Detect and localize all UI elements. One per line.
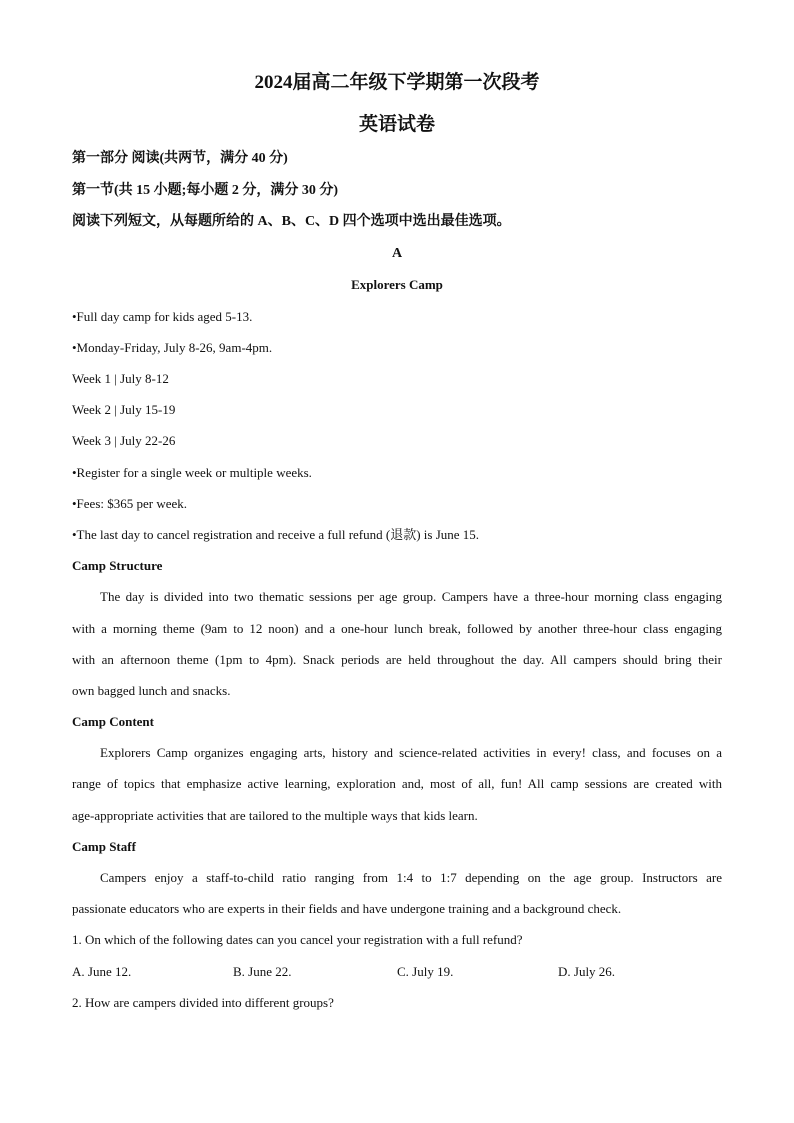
- camp-content-heading: Camp Content: [72, 714, 154, 729]
- question-2-text: 2. How are campers divided into different groups?: [72, 995, 334, 1010]
- question-1-option-c[interactable]: C. July 19.: [397, 964, 454, 979]
- question-1-text: 1. On which of the following dates can you cancel your registration with a full refund?: [72, 932, 523, 947]
- info-line: •Full day camp for kids aged 5-13.: [72, 309, 253, 324]
- question-1-option-d[interactable]: D. July 26.: [558, 964, 616, 979]
- passage-letter: A: [391, 246, 403, 261]
- info-line: Week 2 | July 15-19: [72, 402, 176, 417]
- info-line: •Fees: $365 per week.: [72, 496, 188, 511]
- part-heading: 第一部分 阅读(共两节，满分 40 分): [72, 151, 288, 166]
- question-1-option-a[interactable]: A. June 12.: [72, 964, 132, 979]
- exam-subtitle: 英语试卷: [358, 114, 435, 135]
- paragraph-line: own bagged lunch and snacks.: [72, 683, 231, 698]
- question-1-option-b[interactable]: B. June 22.: [233, 964, 292, 979]
- info-line: Week 1 | July 8-12: [72, 371, 169, 386]
- paragraph-line: with a morning theme (9am to 12 noon) and a one-hour lunch break, followed by another three-hour class engaging: [72, 621, 722, 636]
- info-line: •The last day to cancel registration and receive a full refund (退款) is June 15.: [72, 527, 480, 542]
- paragraph-line: Explorers Camp organizes engaging arts, history and science-related activities in every! class, and focuses on a: [100, 745, 722, 760]
- paragraph-line: Campers enjoy a staff-to-child ratio ranging from 1:4 to 1:7 depending on the age group. Instructors are: [100, 870, 722, 885]
- paragraph-line: range of topics that emphasize active learning, exploration and, most of all, fun! All camp sessions are created with: [72, 776, 722, 791]
- instruction-text: 阅读下列短文，从每题所给的 A、B、C、D 四个选项中选出最佳选项。: [72, 214, 511, 229]
- passage-title: Explorers Camp: [351, 277, 443, 292]
- paragraph-line: age-appropriate activities that are tailored to the multiple ways that kids learn.: [72, 808, 478, 823]
- paragraph-line: The day is divided into two thematic sessions per age group. Campers have a three-hour morning class engaging: [100, 589, 722, 604]
- info-line: Week 3 | July 22-26: [72, 433, 176, 448]
- exam-title: 2024届高二年级下学期第一次段考: [254, 72, 540, 93]
- info-line: •Register for a single week or multiple weeks.: [72, 465, 312, 480]
- paragraph-line: passionate educators who are experts in their fields and have undergone training and a background check.: [72, 901, 622, 916]
- camp-structure-heading: Camp Structure: [72, 558, 163, 573]
- paragraph-line: with an afternoon theme (1pm to 4pm). Snack periods are held throughout the day. All campers should bring their: [72, 652, 722, 667]
- camp-staff-heading: Camp Staff: [72, 839, 136, 854]
- section-heading: 第一节(共 15 小题;每小题 2 分，满分 30 分): [72, 183, 338, 198]
- info-line: •Monday-Friday, July 8-26, 9am-4pm.: [72, 340, 273, 355]
